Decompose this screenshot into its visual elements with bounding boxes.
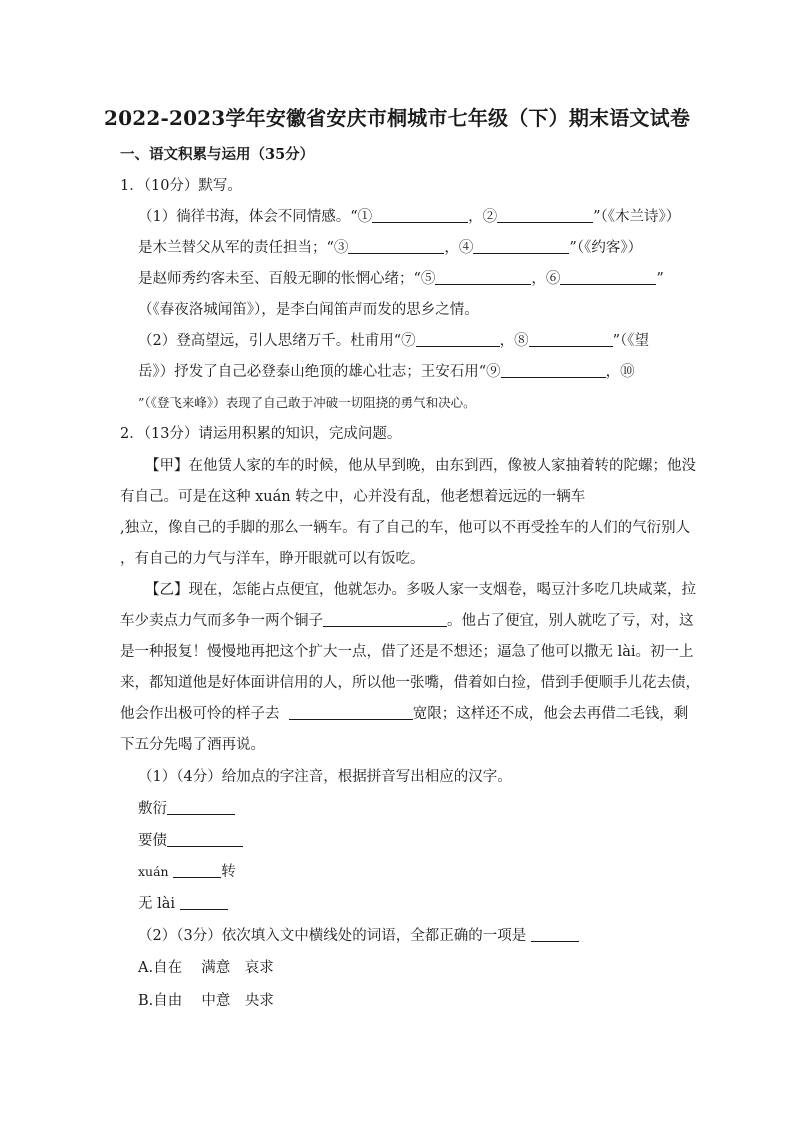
q1-part2-line1	[138, 331, 649, 351]
passage-yi-line6: 下五分先喝了酒再说。	[120, 737, 265, 753]
q1-part1-line1	[138, 207, 680, 227]
passage-yi-line4: 来，都知道他是好体面讲信用的人，所以他一张嘴，借着如白捡，借到手便顺手儿花去债，	[120, 675, 700, 691]
passage-jia-line2: 有自己。可是在这种 xuán 转之中，心并没有乱，他老想着远远的一辆车	[120, 489, 586, 505]
text: ，⑥	[531, 271, 561, 287]
page-title: 2022-2023学年安徽省安庆市桐城市七年级（下）期末语文试卷	[103, 106, 691, 130]
text: ，⑩	[605, 364, 635, 380]
text: （2）登高望远，引人思绪万千。杜甫用“⑦	[138, 333, 416, 349]
q1-part2-line3: ”（《登飞来峰》）表现了自己敢于冲破一切阻挠的勇气和决心。	[138, 395, 476, 410]
section-heading: 一、语文积累与运用（35分）	[120, 146, 315, 163]
q1-part1-line3	[138, 269, 664, 289]
text: ”（《望	[612, 333, 650, 349]
passage-yi-line5	[120, 704, 688, 724]
text: ”（《约客》）	[569, 240, 643, 256]
answer-blank-1[interactable]	[372, 208, 468, 223]
answer-blank-f1[interactable]	[167, 800, 235, 815]
passage-jia-line3: ,独立，像自己的手脚的那么一辆车。有了自己的车，他可以不再受拴车的人们的气衍别人	[120, 520, 691, 536]
option-a[interactable]: A.自在 满意 哀求	[138, 960, 274, 976]
q1-part2-line2	[138, 362, 635, 382]
answer-blank-f4[interactable]	[180, 895, 228, 910]
passage-yi-line1: 【乙】现在，怎能占点便宜，他就怎办。多吸人家一支烟卷，喝豆汁多吃几块咸菜，拉	[145, 582, 696, 598]
q1-part1-line4: （《春夜洛城闻笛》），是李白闻笛声而发的思乡之情。	[138, 302, 479, 318]
answer-blank-8[interactable]	[529, 332, 613, 347]
answer-blank-f3[interactable]	[173, 863, 221, 878]
pinyin-item-3	[138, 862, 236, 882]
q1-part1-line2	[138, 238, 642, 258]
answer-blank-7[interactable]	[416, 332, 500, 347]
text: 是赵师秀约客未至、百般无聊的怅惘心绪；“⑤	[138, 271, 436, 287]
answer-blank-5[interactable]	[435, 270, 531, 285]
passage-jia-line1: 【甲】在他赁人家的车的时候，他从早到晚，由东到西，像被人家抽着转的陀螺；他没	[145, 458, 696, 474]
text: ”	[656, 271, 664, 287]
pinyin-item-2	[138, 831, 243, 851]
passage-yi-line3: 是一种报复！慢慢地再把这个扩大一点，借了还是不想还；逼急了他可以撒无 lài。初一上	[120, 644, 694, 660]
answer-blank-3[interactable]	[348, 239, 444, 254]
option-b[interactable]: B.自由 中意 央求	[138, 993, 274, 1009]
text: 车少卖点力气而多争一两个铜子	[120, 613, 323, 629]
text: ，④	[444, 240, 474, 256]
sub-question-2	[138, 926, 579, 946]
text: ，⑧	[499, 333, 529, 349]
question-2-heading: 2．（13分）请运用积累的知识，完成问题。	[120, 426, 402, 442]
text: ，②	[468, 209, 498, 225]
passage-yi-line2	[120, 611, 694, 631]
answer-blank-6[interactable]	[560, 270, 656, 285]
answer-blank-2[interactable]	[497, 208, 593, 223]
text: （2）（3分）依次填入文中横线处的词语，全都正确的一项是	[138, 928, 527, 944]
fill-blank-1[interactable]	[323, 612, 447, 627]
text: 他会作出极可怜的样子去	[120, 706, 280, 722]
pinyin-item-4	[138, 894, 228, 914]
fill-blank-2[interactable]	[289, 705, 413, 720]
question-1-heading: 1．（10分）默写。	[120, 178, 242, 194]
text: 岳》）抒发了自己必登泰山绝顶的雄心壮志；王安石用“⑨	[138, 364, 501, 380]
answer-blank-4[interactable]	[473, 239, 569, 254]
pinyin-item-1	[138, 799, 235, 819]
text: xuán	[138, 864, 169, 879]
text: 宽限；这样还不成，他会去再借二毛钱，剩	[412, 706, 689, 722]
text: 要债	[138, 833, 167, 849]
answer-blank-f2[interactable]	[167, 832, 243, 847]
passage-jia-line4: ，有自己的力气与洋车，睁开眼就可以有饭吃。	[120, 551, 425, 567]
text: 敷衍	[138, 801, 167, 817]
text: 转	[221, 864, 236, 880]
text: 。他占了便宜，别人就吃了亏，对，这	[447, 613, 694, 629]
text: ”（《木兰诗》）	[593, 209, 681, 225]
text: （1）徜徉书海，体会不同情感。“①	[138, 209, 373, 225]
sub-question-1: （1）（4分）给加点的字注音，根据拼音写出相应的汉字。	[138, 769, 512, 785]
answer-blank-choice[interactable]	[531, 927, 579, 942]
text: 是木兰替父从军的责任担当；“③	[138, 240, 349, 256]
text: 无 lài	[138, 896, 176, 912]
answer-blank-9[interactable]	[501, 363, 606, 378]
